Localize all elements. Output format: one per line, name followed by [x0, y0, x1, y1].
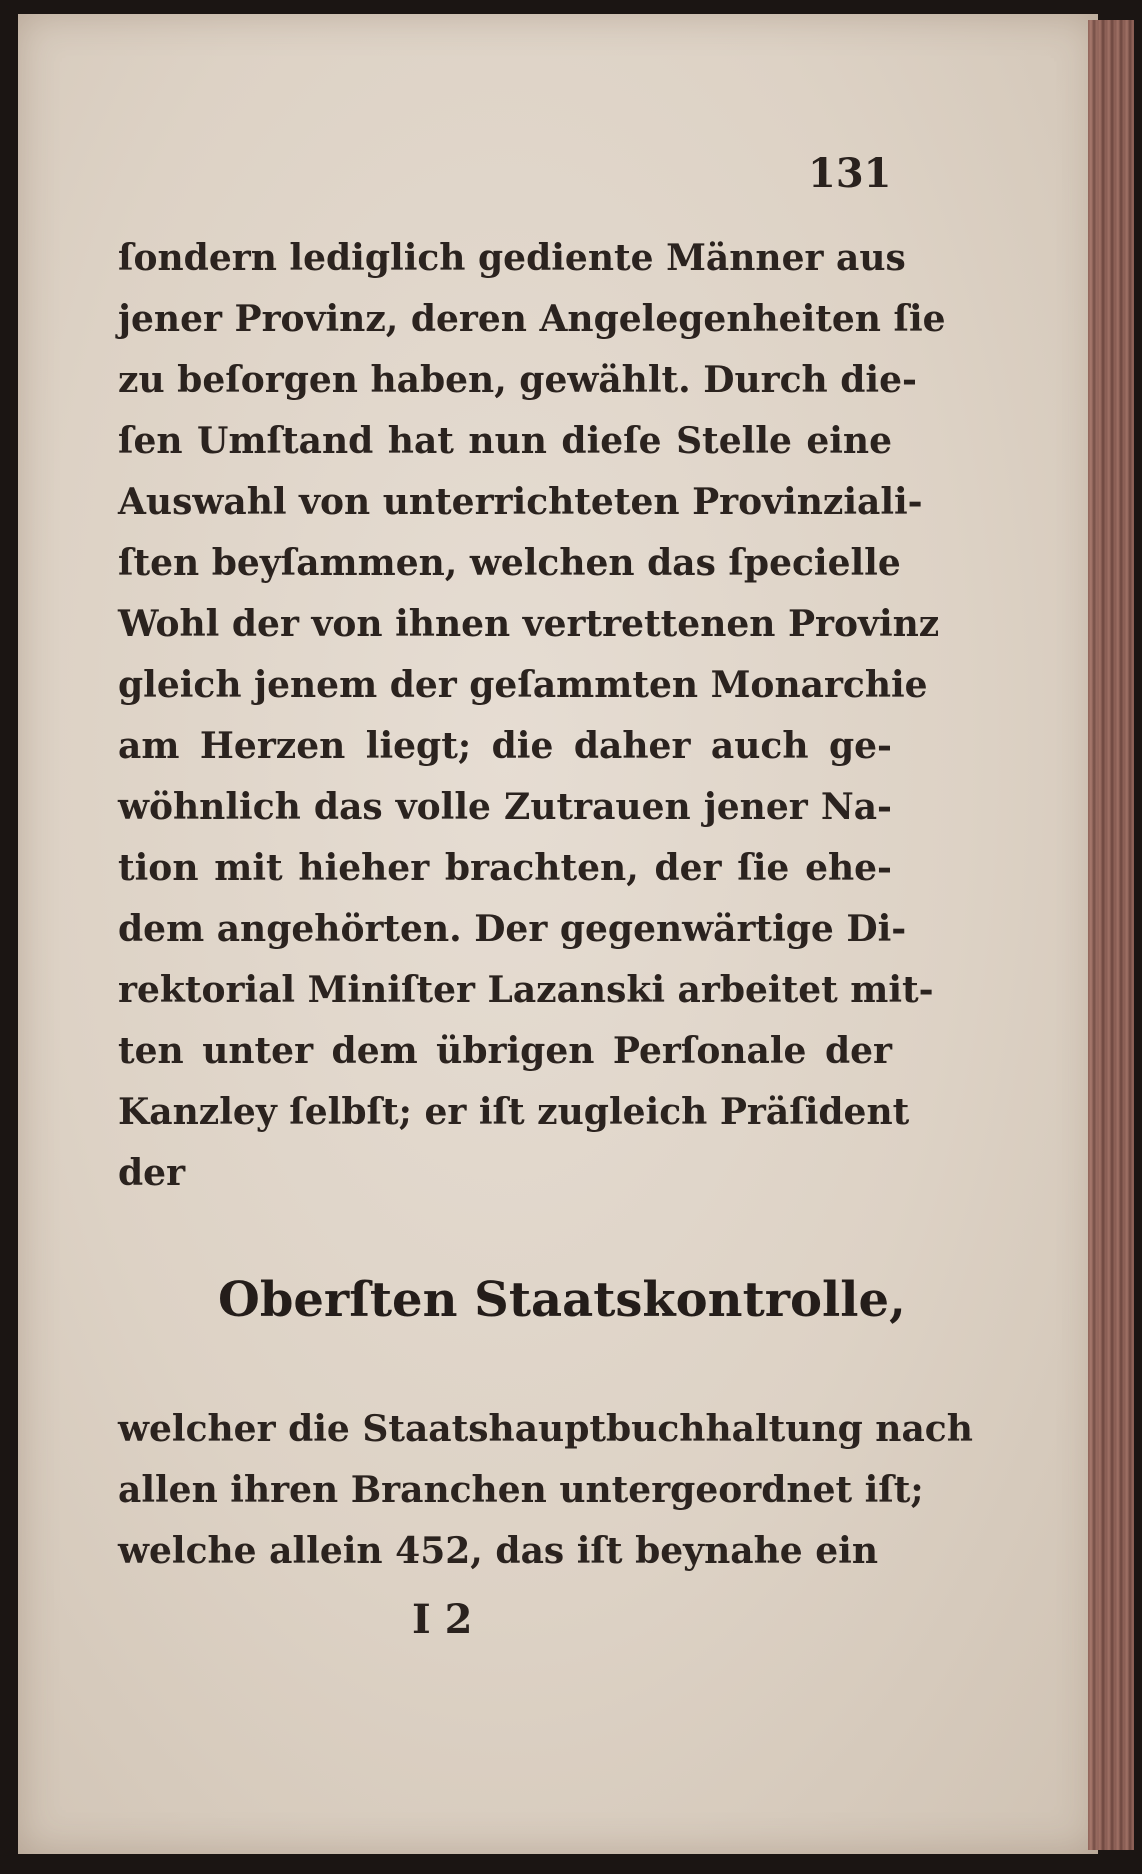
page-number: 131	[808, 150, 892, 197]
text-line: zu beſorgen haben, gewählt. Durch die-	[118, 359, 917, 401]
text-line: der	[118, 1152, 186, 1194]
text-line: rektorial Miniſter Lazanski arbeitet mit-	[118, 969, 934, 1011]
text-line: ſten beyſammen, welchen das ſpecielle	[118, 542, 901, 584]
text-line: ſondern lediglich gediente Männer aus	[118, 237, 906, 279]
section-heading: Oberſten Staatskontrolle,	[218, 1272, 906, 1328]
body-text-after-heading	[118, 1398, 973, 1581]
text-line: wöhnlich das volle Zutrauen jener Na-	[118, 786, 892, 828]
text-line: gleich jenem der geſammten Monarchie	[118, 664, 928, 706]
text-line: welcher die Staatshauptbuchhaltung nach	[118, 1408, 973, 1450]
printer-signature-mark: I 2	[412, 1596, 473, 1643]
text-line: ten unter dem übrigen Perſonale der	[118, 1030, 892, 1072]
text-line: jener Provinz, deren Angelegenheiten ſie	[118, 298, 946, 340]
text-line: Wohl der von ihnen vertrettenen Provinz	[118, 603, 940, 645]
text-line: allen ihren Branchen untergeordnet iſt;	[118, 1469, 924, 1511]
body-text	[118, 228, 946, 1204]
text-line: ſen Umſtand hat nun dieſe Stelle eine	[118, 420, 892, 462]
text-line: am Herzen liegt; die daher auch ge-	[118, 725, 892, 767]
book-fore-edge	[1088, 20, 1134, 1850]
text-line: Auswahl von unterrichteten Provinziali-	[118, 481, 923, 523]
text-line: Kanzley ſelbſt; er iſt zugleich Präſident	[118, 1091, 910, 1133]
text-line: welche allein 452, das iſt beynahe ein	[118, 1530, 878, 1572]
text-line: dem angehörten. Der gegenwärtige Di-	[118, 908, 907, 950]
text-line: tion mit hieher brachten, der ſie ehe-	[118, 847, 892, 889]
